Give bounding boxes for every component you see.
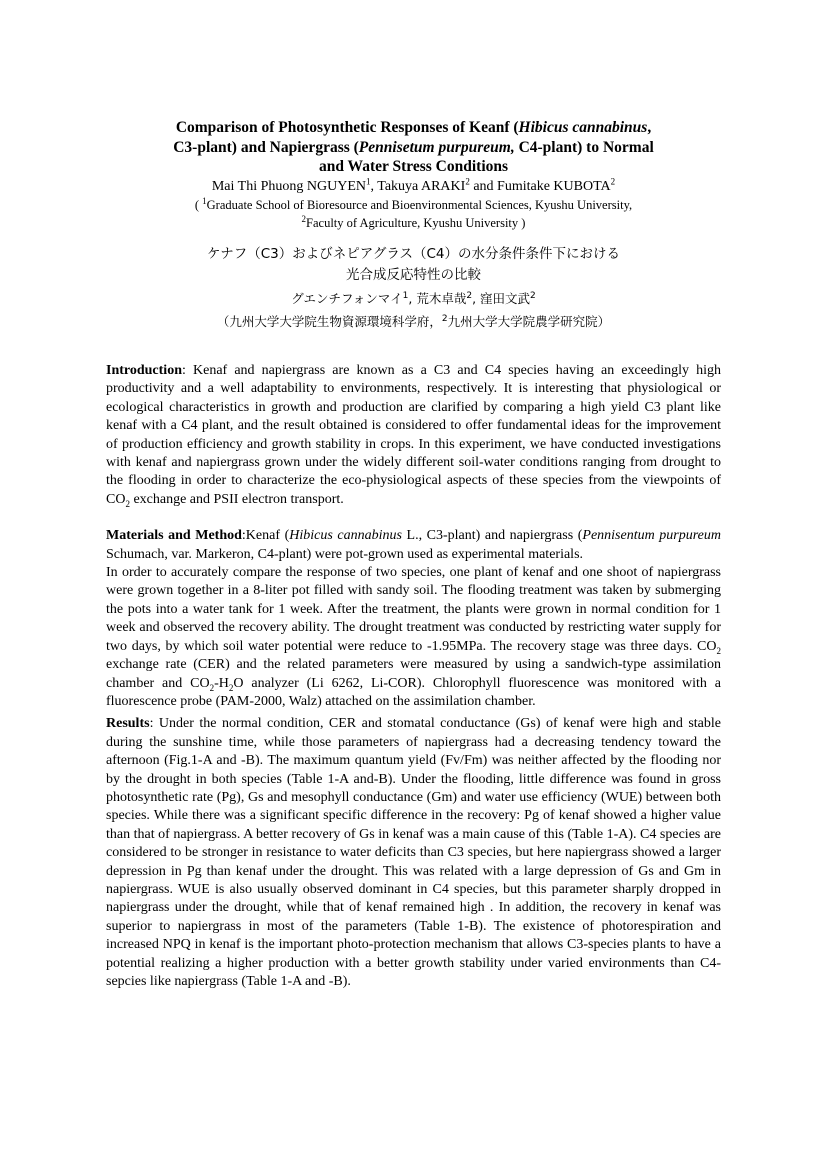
japanese-affiliation: （九州大学大学院生物資源環境科学府，$^2$九州大学大学院農学研究院） xyxy=(216,313,611,329)
japanese-authors: グエンチフォンマイ$^1$, 荒木卓哉$^2$, 窪田文武$^2$ xyxy=(291,290,536,306)
paper-title: Comparison of Photosynthetic Responses of Keanf (Hibicus cannabinus, C3-plant) and Napiergrass (Pennisetum purpureum, C4-plant) to Normal and Water Stress Conditions xyxy=(173,119,654,175)
japanese-title: ケナフ（C3）およびネピアグラス（C4）の水分条件条件下における 光合成反応特性の比較 xyxy=(207,245,620,283)
introduction-section: Introduction: Kenaf and napiergrass are known as a C3 and C4 species having an exceedingly high productivity and a well adaptability to environments, respectively. It is interesting that physiological or ecological characteristics in growth and production are clarified by comparing a high yield C3 plant like kenaf with a C4 plant, and the result obtained is considered to offer fundamental ideas for the improvement of production efficiency and growth stability in crops. In this experiment, we have conducted investigations with kenaf and napiergrass grown under the widely different soil-water conditions ranging from drought to the flooding in order to characterize the eco-physiological aspects of these species from the viewpoints of $CO_2$ exchange and PSII electron transport. xyxy=(106,363,721,509)
author-list: Mai Thi Phuong NGUYEN$^1$, Takuya ARAKI$^2$ and Fumitake KUBOTA$^2$ xyxy=(211,175,616,194)
affiliation-line-1: ( $^1$Graduate School of Bioresource and Bioenvironmental Sciences, Kyushu University, xyxy=(194,195,633,212)
results-section: Results: Under the normal condition, CER and stomatal conductance (Gs) of kenaf were high and stable during the sunshine time, while those parameters of napiergrass had a decreasing tendency toward the afternoon (Fig.1-A and -B). The maximum quantum yield (Fv/Fm) was neither affected by the flooding nor by the drought in both species (Table 1-A and-B). Under the flooding, little difference was found in gross photosynthetic rate (Pg), Gs and mesophyll conductance (Gm) and water use efficiency (WUE) between both species. While there was a significant specific difference in the recovery: Pg of kenaf showed a higher value than that of napiergrass. A better recovery of Gs in kenaf was a main cause of this (Table 1-A). C4 species are considered to be stronger in resistance to water deficits than C3 species, but here napiergrass showed a larger depression in Pg than kenaf under the drought. This was related with a large depression of Gs and Gm in napiergrass. WUE is also usually observed dominant in C4 species, but this parameter sharply dropped in napiergrass under the drought, while that of kenaf remained high . In addition, the recovery in kenaf was superior to napiergrass in most of the parameters (Table 1-B). The existence of photorespiration and increased NPQ in kenaf is the important photo-protection mechanism that allows C3-species plants to have a potential realizing a higher production with a better growth stability under varied environments than C4-sepcies like napiergrass (Table 1-A and -B). xyxy=(106,716,721,989)
affiliation-line-2: $^2$Faculty of Agriculture, Kyushu University ) xyxy=(301,213,526,230)
section-gap xyxy=(106,509,721,527)
methods-paragraph-2: In order to accurately compare the response of two species, one plant of kenaf and one shoot of napiergrass were grown together in a 8-liter pot filled with sandy soil. The flooding treatment was taken by submerging the pots into a water tank for 1 week. After the treatment, the plants were grown in normal condition for 1 week and observed the recovery ability. The drought treatment was conducted by restricting water supply for two days, by which soil water potential were reduce to -1.95MPa. The recovery stage was three days. $CO_2$ exchange rate (CER) and the related parameters were measured by using a sandwich-type assimilation chamber and $CO_2-H_2O$ analyzer (Li 6262, Li-COR). Chlorophyll fluorescence was monitored with a fluorescence probe (PAM-2000, Walz) attached on the assimilation chamber. xyxy=(106,565,722,709)
paper-body xyxy=(106,362,721,991)
paper-header xyxy=(106,118,721,331)
methods-section: Materials and Method:Kenaf (Hibicus cannabinus L., C3-plant) and napiergrass (Pennisentum purpureum Schumach, var. Markeron, C4-plant) were pot-grown used as experimental materials. xyxy=(106,528,721,562)
